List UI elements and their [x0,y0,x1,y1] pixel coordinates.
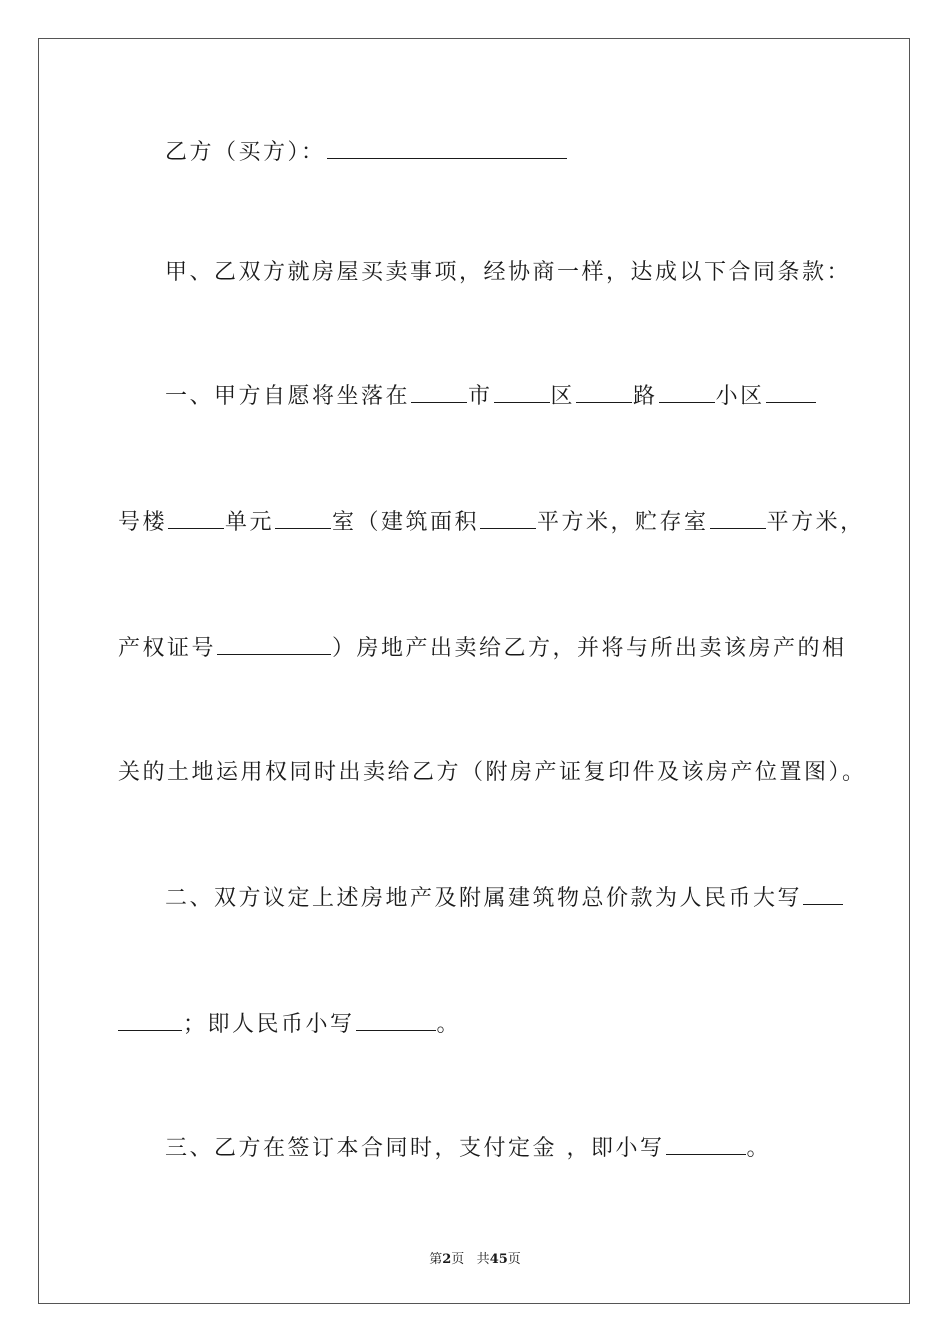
footer-page-number: 2 [442,1252,452,1267]
clause1-end: 关的土地运用权同时出卖给乙方（附房产证复印件及该房产位置图）。 [118,760,867,785]
district-label: 区 [550,384,576,409]
clause1-text: 一、甲方自愿将坐落在 [165,384,411,409]
clause1-line-b [118,508,865,538]
footer-total-pages: 45 [489,1252,508,1267]
clause1-continued: ）房地产出卖给乙方，并将与所出卖该房产的相 [332,636,847,661]
buyer-line [165,138,568,168]
city-label: 市 [468,384,493,409]
footer-total-prefix: 共 [476,1252,490,1267]
clause2-line-b [118,1010,461,1040]
intro-text: 甲、乙双方就房屋买卖事项，经协商一样，达成以下合同条款： [165,260,852,285]
clause3-period: 。 [746,1136,772,1161]
price-lower-blank [356,1010,436,1031]
sqm-label: 平方米， [766,510,865,535]
road-blank [576,382,632,403]
buyer-blank [327,138,567,159]
building-label: 号楼 [118,510,168,535]
district-blank [494,382,550,403]
community-blank [659,382,715,403]
area-label: 室（建筑面积 [332,510,480,535]
community-name-blank [766,382,816,403]
footer-page-suffix: 页 [451,1252,465,1267]
clause2-text: 二、双方议定上述房地产及附属建筑物总价款为人民币大写 [165,886,803,911]
clause3-line [165,1134,771,1164]
clause1-line-d [118,758,867,788]
clause1-line-c [118,634,847,664]
page-footer [0,1248,950,1267]
city-blank [411,382,467,403]
clause3-text: 三、乙方在签订本合同时，支付定金 ，即小写 [165,1136,665,1161]
area-blank [480,508,536,529]
road-label: 路 [633,384,658,409]
price-upper-blank-cont [118,1010,182,1031]
price-lower-label: ；即人民币小写 [183,1012,355,1037]
clause1-line-a [165,382,817,412]
footer-total-suffix: 页 [507,1252,521,1267]
buyer-label: 乙方（买方）： [165,140,326,165]
price-upper-blank [803,884,843,905]
storage-blank [710,508,766,529]
certificate-blank [217,634,331,655]
community-label: 小区 [715,384,765,409]
certificate-label: 产权证号 [118,636,217,661]
storage-label: 平方米，贮存室 [537,510,709,535]
unit-label: 单元 [225,510,275,535]
clause2-line-a [165,884,844,914]
unit-blank [275,508,331,529]
clause2-period: 。 [436,1012,462,1037]
intro-line [165,258,851,288]
page-border [38,38,910,1304]
building-blank [168,508,224,529]
footer-prefix: 第 [429,1252,443,1267]
deposit-blank [666,1134,746,1155]
